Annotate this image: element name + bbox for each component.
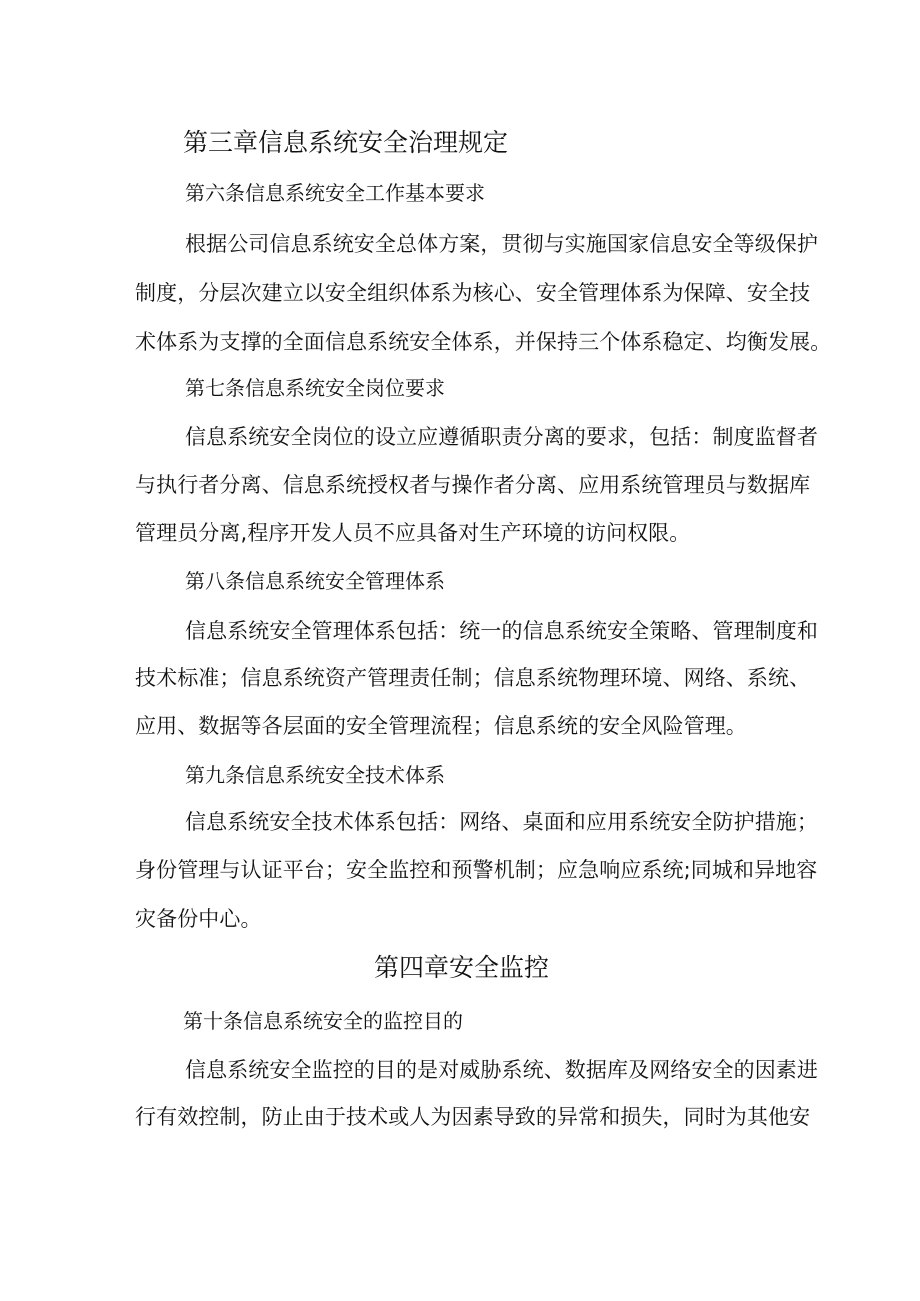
article-8-line-3: 应用、数据等各层面的安全管理流程；信息系统的安全风险管理。 — [135, 714, 747, 738]
chapter-3-title: 第三章信息系统安全治理规定 — [183, 128, 509, 157]
article-7-line-3: 管理员分离,程序开发人员不应具备对生产环境的访问权限。 — [135, 521, 691, 545]
article-8-title: 第八条信息系统安全管理体系 — [185, 569, 445, 593]
article-10-title: 第十条信息系统安全的监控目的 — [183, 1009, 463, 1033]
article-8-line-1: 信息系统安全管理体系包括：统一的信息系统安全策略、管理制度和 — [185, 619, 818, 643]
article-9-title: 第九条信息系统安全技术体系 — [185, 763, 445, 787]
article-9-line-1: 信息系统安全技术体系包括：网络、桌面和应用系统安全防护措施； — [185, 810, 818, 834]
article-7-title: 第七条信息系统安全岗位要求 — [185, 376, 445, 400]
article-9-line-2: 身份管理与认证平台；安全监控和预警机制；应急响应系统;同城和异地容 — [135, 858, 818, 882]
article-7-line-2: 与执行者分离、信息系统授权者与操作者分离、应用系统管理员与数据库 — [135, 473, 811, 497]
article-9-line-3: 灾备份中心。 — [135, 907, 262, 931]
article-10-line-1: 信息系统安全监控的目的是对威胁系统、数据库及网络安全的因素进 — [185, 1058, 818, 1082]
article-6-line-2: 制度，分层次建立以安全组织体系为核心、安全管理体系为保障、安全技 — [135, 281, 811, 305]
article-10-line-2: 行有效控制，防止由于技术或人为因素导致的异常和损失，同时为其他安 — [135, 1105, 811, 1129]
article-6-title: 第六条信息系统安全工作基本要求 — [185, 181, 485, 205]
article-6-line-3: 术体系为支撑的全面信息系统安全体系，并保持三个体系稳定、均衡发展。 — [135, 330, 832, 354]
article-6-line-1: 根据公司信息系统安全总体方案，贯彻与实施国家信息安全等级保护 — [185, 232, 818, 256]
chapter-4-title: 第四章安全监控 — [374, 953, 550, 982]
article-7-line-1: 信息系统安全岗位的设立应遵循职责分离的要求，包括：制度监督者 — [185, 425, 818, 449]
article-8-line-2: 技术标准；信息系统资产管理责任制；信息系统物理环境、网络、系统、 — [135, 666, 811, 690]
